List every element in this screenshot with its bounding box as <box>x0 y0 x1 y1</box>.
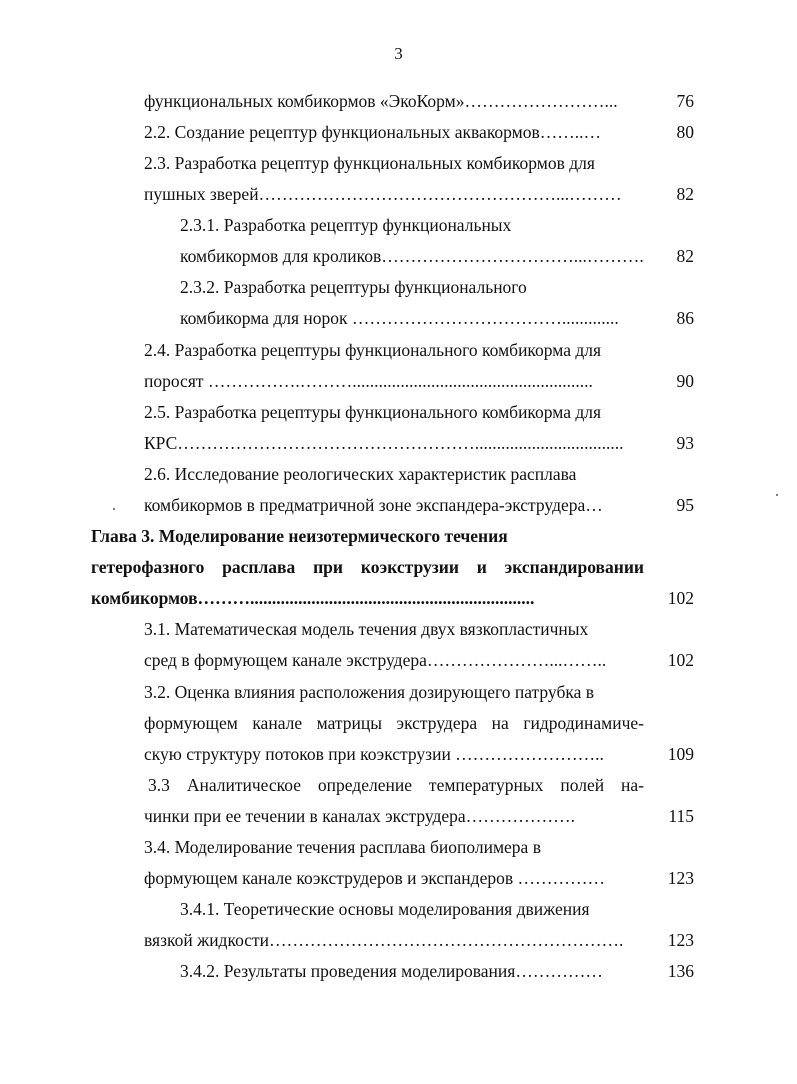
toc-entry-text: скую структуру потоков при коэкструзии …………………….. <box>144 744 604 764</box>
toc-entry-page: 102 <box>667 588 694 608</box>
toc-entry-text: 3.4.2. Результаты проведения моделирования…………… <box>180 961 603 981</box>
toc-entry-text: пушных зверей……………………………………………...……… <box>144 184 622 204</box>
toc-entry-text: 2.3. Разработка рецептур функциональных комбикормов для <box>144 153 595 173</box>
toc-entry-text: вязкой жидкости……………………………………………………. <box>144 930 624 950</box>
toc-entry-text: чинки при ее течении в каналах экструдера………………. <box>144 806 576 826</box>
toc-entry-text: комбикормов в предматричной зоне экспандера-экструдера… <box>144 495 603 515</box>
toc-entry-page: 86 <box>676 308 694 328</box>
toc-entry-text: сред в формующем канале экструдера…………………...…….. <box>144 650 607 670</box>
toc-entry-page: 82 <box>676 246 694 266</box>
toc-entry-page: 115 <box>668 806 694 826</box>
toc-entry-page: 76 <box>676 91 694 111</box>
toc-entry-page: 109 <box>667 744 694 764</box>
toc-entry-page: 80 <box>676 122 694 142</box>
toc-entry-text: функциональных комбикормов «ЭкоКорм»……………………... <box>144 91 618 111</box>
toc-entry-text: формующем канале матрицы экструдера на гидродинамиче- <box>144 713 644 733</box>
chapter-heading-line: Глава 3. Моделирование неизотермического течения <box>91 526 508 546</box>
toc-entry-page: 102 <box>667 650 694 670</box>
toc-entry-text: 3.1. Математическая модель течения двух вязкопластичных <box>144 619 589 639</box>
toc-entry-text: комбикормов для кроликов……………………………...………. <box>180 246 644 266</box>
toc-entry-text: 2.3.2. Разработка рецептуры функционального <box>180 277 527 297</box>
toc-entry-page: 82 <box>676 184 694 204</box>
toc-entry-text: комбикорма для норок ………………………………............. <box>180 308 619 328</box>
toc-entry-page: 123 <box>667 930 694 950</box>
toc-entry-page: 95 <box>676 495 694 515</box>
toc-entry-text: поросят …………….………....................................................... <box>144 371 593 391</box>
toc-entry-page: 136 <box>667 961 694 981</box>
scan-speck <box>113 508 115 510</box>
toc-entry-text: 3.4. Моделирование течения расплава биополимера в <box>144 837 541 857</box>
toc-entry-text: 3.3 Аналитическое определение температурных полей на- <box>148 775 644 795</box>
toc-entry-text: 2.2. Создание рецептур функциональных аквакормов……..… <box>144 122 601 142</box>
toc-entry-text: формующем канале коэкструдеров и экспандеров …………… <box>144 868 605 888</box>
toc-entry-text: 2.4. Разработка рецептуры функционального комбикорма для <box>144 340 602 360</box>
scan-speck <box>776 494 778 496</box>
toc-entry-text: КРС…………………………………………….................................. <box>144 433 624 453</box>
toc-entry-text: 3.4.1. Теоретические основы моделирования движения <box>180 899 590 919</box>
toc-entry-text: 2.6. Исследование реологических характеристик расплава <box>144 464 577 484</box>
chapter-heading-line: комбикормов………................................................................. <box>91 588 535 608</box>
toc-entry-page: 123 <box>667 868 694 888</box>
chapter-heading-line: гетерофазного расплава при коэкструзии и экспандировании <box>91 557 644 577</box>
toc-entry-page: 93 <box>676 433 694 453</box>
toc-entry-text: 3.2. Оценка влияния расположения дозирующего патрубка в <box>144 682 594 702</box>
toc-entry-text: 2.5. Разработка рецептуры функционального комбикорма для <box>144 402 602 422</box>
page-number: 3 <box>394 44 403 63</box>
toc-entry-page: 90 <box>676 371 694 391</box>
toc-entry-text: 2.3.1. Разработка рецептур функциональных <box>180 215 512 235</box>
